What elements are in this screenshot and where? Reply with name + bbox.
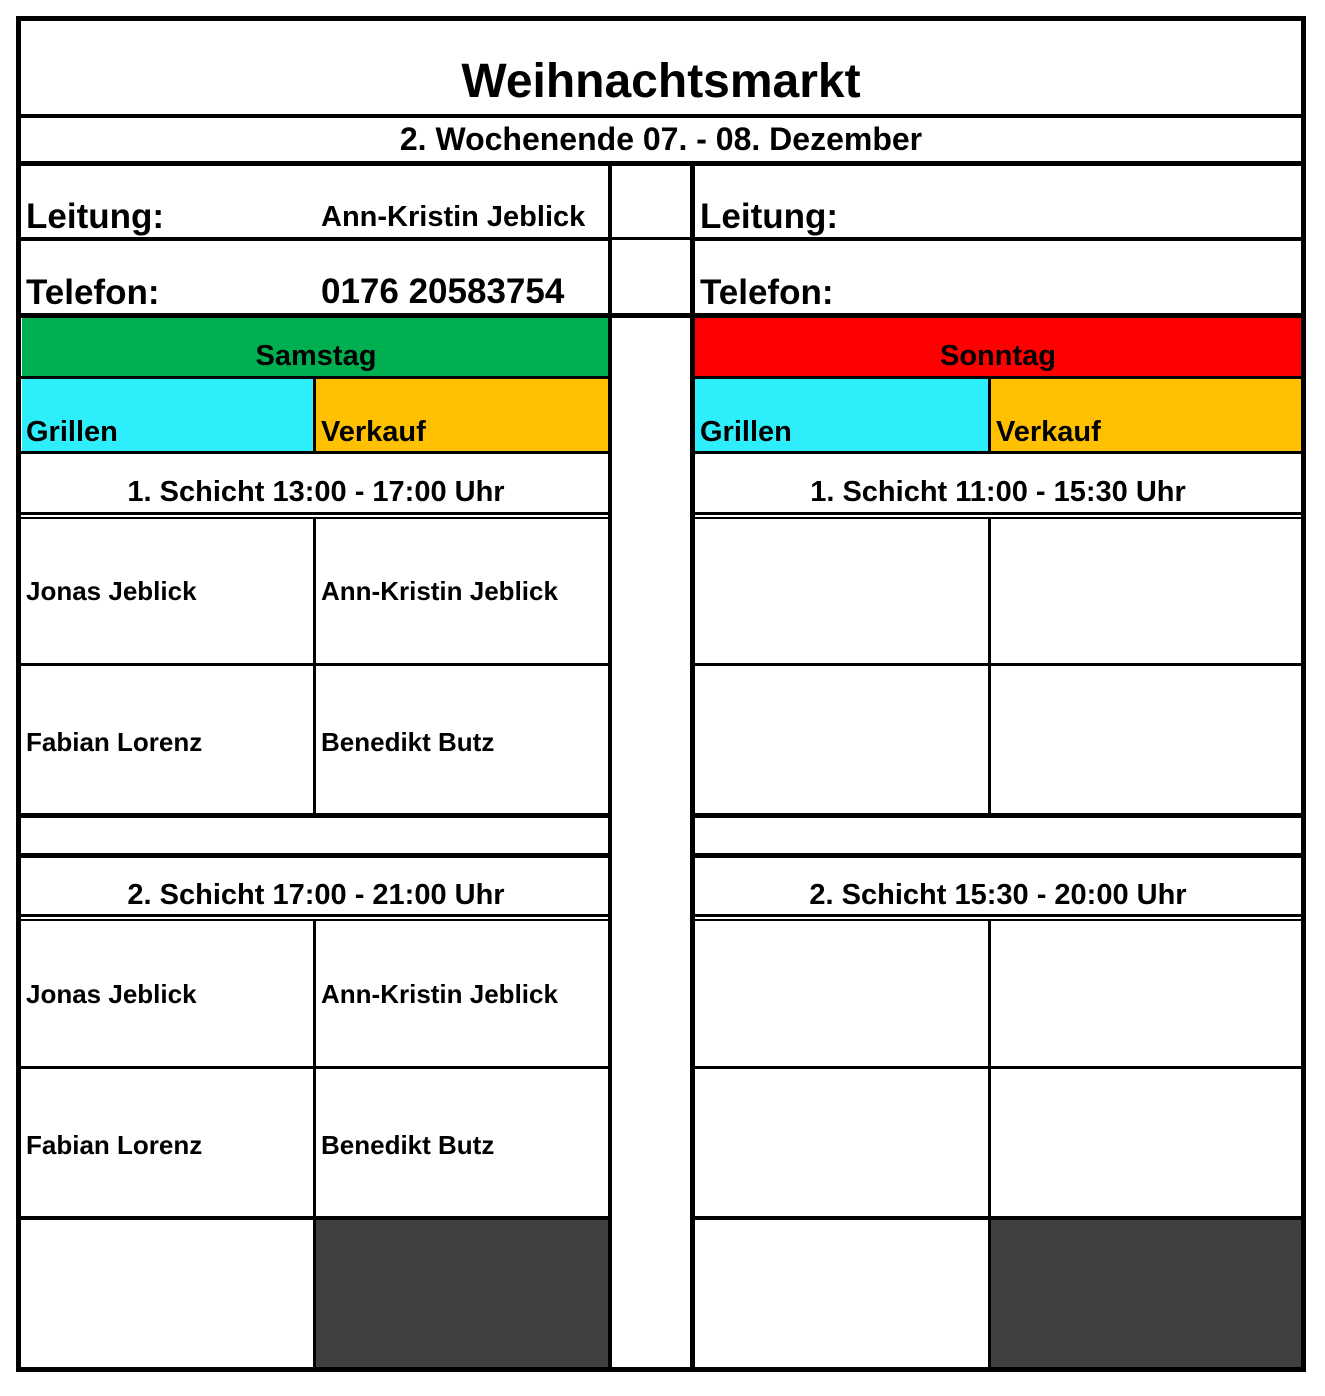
right-telefon-label: Telefon:: [700, 273, 834, 312]
frame-right: [1301, 16, 1306, 1372]
right-verkauf-header: Verkauf: [996, 416, 1101, 448]
right-row1-line: [692, 663, 1306, 666]
right-shift1-divider: [988, 517, 991, 815]
right-leitung-line: [692, 237, 1306, 241]
right-day-line: [692, 376, 1306, 379]
left-leitung-label: Leitung:: [26, 197, 165, 236]
left-spacer-line: [16, 853, 610, 858]
left-shift2-header: 2. Schicht 17:00 - 21:00 Uhr: [127, 879, 505, 911]
left-day-header: Samstag: [255, 340, 377, 372]
frame-bottom: [16, 1367, 1306, 1372]
right-category-line: [692, 451, 1306, 454]
gap-telefon-line: [610, 313, 694, 318]
left-blocked-cell: [315, 1218, 610, 1370]
left-shift2-grillen-1: Jonas Jeblick: [26, 979, 197, 1009]
left-category-divider: [313, 378, 316, 454]
right-shift2-line-b: [692, 919, 1306, 921]
frame-left: [16, 16, 21, 1372]
right-shift2-line-a: [692, 914, 1306, 917]
left-shift1-line-a: [16, 512, 610, 515]
page-title: Weihnachtsmarkt: [461, 55, 861, 108]
left-leitung-line: [16, 237, 610, 241]
left-telefon-line: [16, 313, 610, 318]
left-shift1-verkauf-2: Benedikt Butz: [321, 727, 495, 757]
right-spacer-line: [692, 853, 1306, 858]
left-shift2-divider: [313, 919, 316, 1370]
left-telefon-value: 0176 20583754: [321, 272, 565, 311]
right-blocked-cell: [990, 1218, 1301, 1370]
right-shift1-line-b: [692, 517, 1306, 519]
title-divider: [16, 114, 1306, 118]
right-category-divider: [988, 378, 991, 454]
left-telefon-label: Telefon:: [26, 273, 160, 312]
frame-top: [16, 16, 1306, 21]
left-verkauf-header: Verkauf: [321, 416, 426, 448]
left-shift2-verkauf-2: Benedikt Butz: [321, 1130, 495, 1160]
right-leitung-label: Leitung:: [700, 197, 839, 236]
left-shift1-grillen-2: Fabian Lorenz: [26, 727, 203, 757]
right-row2-line: [692, 813, 1306, 818]
gap-leitung-line: [610, 237, 694, 240]
page-subtitle: 2. Wochenende 07. - 08. Dezember: [399, 121, 923, 157]
subtitle-divider: [16, 161, 1306, 166]
right-shift2-header: 2. Schicht 15:30 - 20:00 Uhr: [809, 879, 1187, 911]
right-row3-line: [692, 1066, 1306, 1069]
right-shift2-divider: [988, 919, 991, 1370]
left-leitung-value: Ann-Kristin Jeblick: [321, 201, 586, 233]
right-shift1-header: 1. Schicht 11:00 - 15:30 Uhr: [810, 476, 1186, 508]
left-shift2-line-a: [16, 914, 610, 917]
left-shift1-header: 1. Schicht 13:00 - 17:00 Uhr: [127, 476, 505, 508]
right-shift1-line-a: [692, 512, 1306, 515]
right-row4-line: [692, 1216, 1306, 1220]
left-grillen-header: Grillen: [26, 416, 118, 448]
left-shift1-divider: [313, 517, 316, 815]
right-telefon-line: [692, 313, 1306, 318]
right-grillen-header: Grillen: [700, 416, 792, 448]
left-shift1-verkauf-1: Ann-Kristin Jeblick: [321, 576, 558, 606]
left-shift1-grillen-1: Jonas Jeblick: [26, 576, 197, 606]
right-day-header: Sonntag: [940, 340, 1056, 372]
left-shift2-grillen-2: Fabian Lorenz: [26, 1130, 203, 1160]
left-shift2-verkauf-1: Ann-Kristin Jeblick: [321, 979, 558, 1009]
